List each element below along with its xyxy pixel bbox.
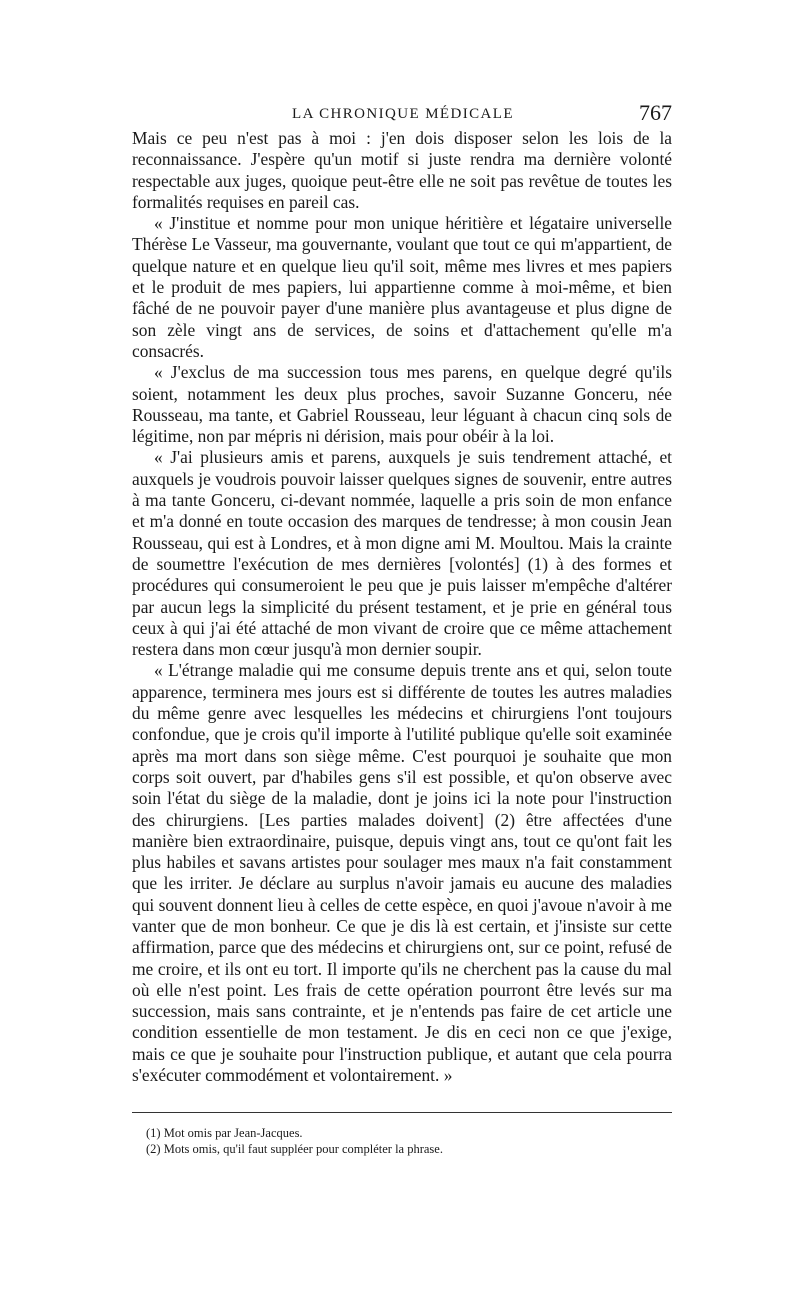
paragraph-2: « J'institue et nomme pour mon unique héritière et légataire universelle Thérèse Le Vasseur, ma gouvernante, voulant que tout ce qui m'appartient, de quelque nature et en quelque lieu qu'il soit, même mes livres et mes papiers et le produit de mes papiers, lui appartienne comme à moi-même, et bien fâché de ne pouvoir payer d'une manière plus avantageuse et plus digne de son zèle vingt ans de services, de soins et d'attachement qu'elle m'a consacrés. — [132, 213, 672, 361]
body-text — [132, 128, 672, 1086]
paragraph-1: Mais ce peu n'est pas à moi : j'en dois disposer selon les lois de la reconnaissance. J'espère qu'un motif si juste rendra ma dernière volonté respectable aux juges, quoique peut-être elle ne soit pas revêtue de toutes les formalités requises en pareil cas. — [132, 128, 672, 212]
running-head — [132, 100, 672, 128]
footnotes — [132, 1125, 672, 1157]
footnote-1: (1) Mot omis par Jean-Jacques. — [146, 1126, 303, 1141]
paragraph-4: « J'ai plusieurs amis et parens, auxquels je suis tendrement attaché, et auxquels je voudrois pouvoir laisser quelques signes de souvenir, entre autres à ma tante Gonceru, ci-devant nommée, laquelle a pris soin de mon enfance et m'a donné en toute occasion des marques de tendresse; à mon cousin Jean Rousseau, qui est à Londres, et à mon digne ami M. Moultou. Mais la crainte de soumettre l'exécution de mes dernières [volontés] (1) à des formes et procédures qui consumeroient le peu que je puis laisser m'empêche d'altérer par aucun legs la simplicité du présent testament, et je prie en général tous ceux à qui j'ai été attaché de mon vivant de croire que ce même attachement restera dans mon cœur jusqu'à mon dernier soupir. — [132, 447, 672, 660]
book-page — [132, 100, 672, 1157]
paragraph-3: « J'exclus de ma succession tous mes parens, en quelque degré qu'ils soient, notamment les deux plus proches, savoir Suzanne Gonceru, née Rousseau, ma tante, et Gabriel Rousseau, leur léguant à chacun cinq sols de légitime, non par mépris ni dérision, mais pour obéir à la loi. — [132, 362, 672, 447]
footnote-2: (2) Mots omis, qu'il faut suppléer pour compléter la phrase. — [146, 1142, 443, 1157]
paragraph-5: « L'étrange maladie qui me consume depuis trente ans et qui, selon toute apparence, terminera mes jours est si différente de toutes les autres maladies du même genre avec lesquelles les médecins et chirurgiens l'ont toujours confondue, que je crois qu'il importe à l'utilité publique qu'elle soit examinée après ma mort dans son siège même. C'est pourquoi je souhaite que mon corps soit ouvert, par d'habiles gens s'il est possible, et qu'on observe avec soin l'état du siège de la maladie, dont je joins ici la note pour l'instruction des chirurgiens. [Les parties malades doivent] (2) être affectées d'une manière bien extraordinaire, puisque, depuis vingt ans, tout ce qu'ont fait les plus habiles et savans artistes pour soulager mes maux n'a fait constamment que les irriter. Je déclare au surplus n'avoir jamais eu aucune des maladies qui souvent donnent lieu à celles de cette espèce, en quoi j'avoue n'avoir à me vanter que de mon bonheur. Ce que je dis là est certain, et j'insiste sur cette affirmation, parce que des médecins et chirurgiens ont, sur ce point, refusé de me croire, et ils ont eu tort. Il importe qu'ils ne cherchent pas la cause du mal où elle n'est point. Les frais de cette opération pourront être levés sur ma succession, mais sans contrainte, et je n'entends pas faire de cet article une condition essentielle de mon testament. Je dis en ceci non ce que j'exige, mais ce que je souhaite pour l'instruction publique, et autant que cela pourra s'exécuter commodément et volontairement. » — [132, 660, 672, 1086]
running-title: LA CHRONIQUE MÉDICALE — [292, 106, 514, 122]
page-number: 767 — [639, 100, 672, 125]
footnote-divider — [132, 1112, 672, 1113]
